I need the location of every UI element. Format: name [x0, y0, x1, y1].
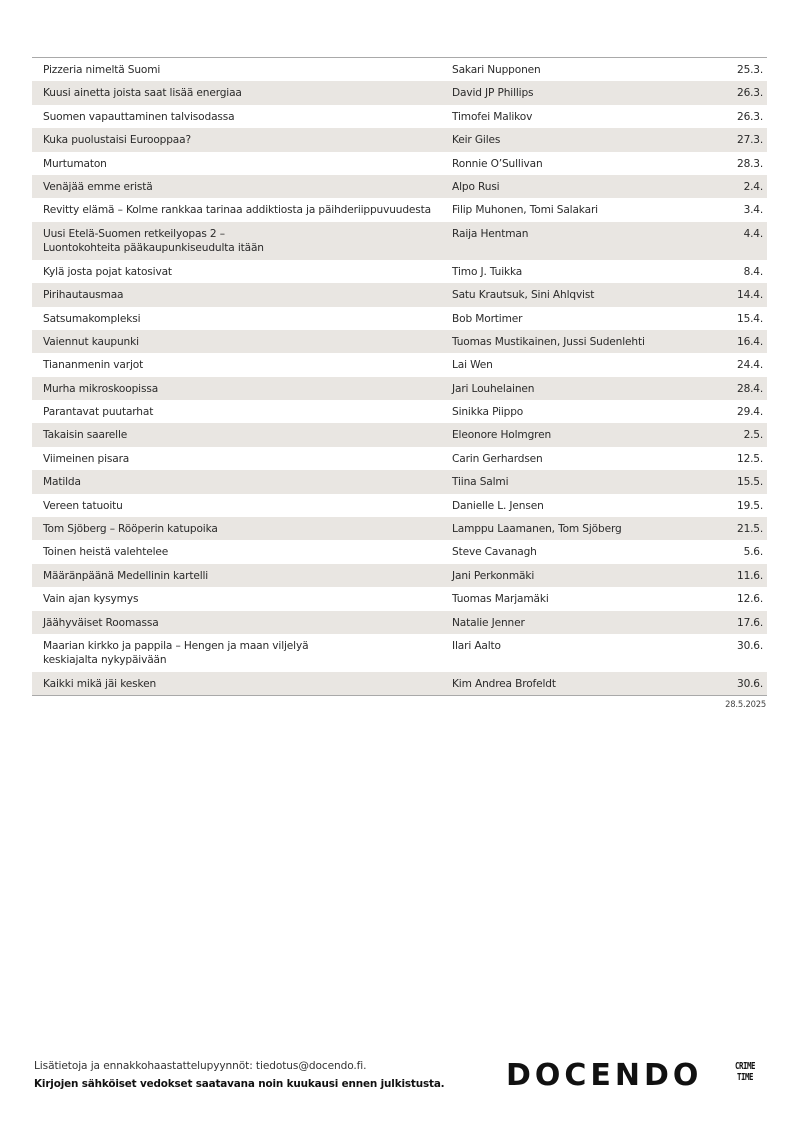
table-row [32, 423, 767, 446]
release-date: 2.4. [743, 180, 763, 193]
book-title: Viimeinen pisara [43, 452, 130, 465]
book-author: Kim Andrea Brofeldt [452, 677, 556, 690]
release-date: 29.4. [737, 406, 763, 419]
book-author: Eleonore Holmgren [452, 429, 552, 442]
release-date: 2.5. [743, 429, 763, 442]
book-title: Parantavat puutarhat [43, 406, 154, 419]
release-date: 3.4. [743, 204, 763, 217]
book-title: Kuusi ainetta joista saat lisää energiaa [43, 87, 242, 100]
book-title: Kuka puolustaisi Eurooppaa? [43, 134, 191, 147]
table-row [32, 330, 767, 353]
release-date: 28.3. [737, 157, 763, 170]
book-title: Tiananmenin varjot [43, 359, 144, 372]
table-row [32, 353, 767, 376]
release-date: 19.5. [737, 499, 763, 512]
book-author: Steve Cavanagh [452, 546, 537, 559]
table-row [32, 611, 767, 634]
release-date: 30.6. [737, 677, 763, 690]
release-date: 15.4. [737, 312, 763, 325]
book-author: Satu Krautsuk, Sini Ahlqvist [452, 289, 595, 302]
table-row [32, 260, 767, 283]
release-date: 4.4. [743, 227, 763, 240]
book-author: Raija Hentman [452, 227, 529, 240]
book-author: Timofei Malikov [452, 110, 533, 123]
release-date: 28.4. [737, 382, 763, 395]
table-row [32, 128, 767, 151]
release-date: 5.6. [743, 546, 763, 559]
book-title-line: keskiajalta nykypäivään [43, 653, 167, 666]
table-row [32, 81, 767, 104]
book-author: Lai Wen [452, 359, 493, 372]
table-row [32, 517, 767, 540]
book-title: Vain ajan kysymys [43, 593, 139, 606]
footer-contact-info: Lisätietoja ja ennakkohaastattelupyynnöt: tiedotus@docendo.fi. [34, 1060, 367, 1072]
release-date: 15.5. [737, 476, 763, 489]
book-title: Venäjää emme eristä [43, 180, 153, 193]
docendo-logo: DOCENDO [506, 1058, 703, 1093]
book-author: Jari Louhelainen [452, 382, 535, 395]
table-row [32, 634, 767, 672]
book-author: Carin Gerhardsen [452, 452, 543, 465]
table-row [32, 222, 767, 260]
book-author: Danielle L. Jensen [452, 499, 544, 512]
release-date: 27.3. [737, 134, 763, 147]
release-date: 16.4. [737, 335, 763, 348]
release-date: 17.6. [737, 616, 763, 629]
release-date: 12.6. [737, 593, 763, 606]
book-author: Sinikka Piippo [452, 406, 524, 419]
book-title-line: Luontokohteita pääkaupunkiseudulta itään [43, 241, 264, 254]
book-title: Kylä josta pojat katosivat [43, 265, 172, 278]
book-title: Matilda [43, 476, 81, 489]
table-row [32, 105, 767, 128]
book-author: Ronnie O’Sullivan [452, 157, 543, 170]
release-date: 30.6. [737, 639, 763, 652]
book-title: Murtumaton [43, 157, 107, 170]
table-row [32, 152, 767, 175]
updated-date: 28.5.2025 [725, 699, 766, 709]
book-author: Natalie Jenner [452, 616, 525, 629]
book-author: Tuomas Mustikainen, Jussi Sudenlehti [452, 335, 645, 348]
book-author: Alpo Rusi [452, 180, 500, 193]
table-row [32, 540, 767, 563]
book-title: Pizzeria nimeltä Suomi [43, 64, 161, 76]
table-row [32, 494, 767, 517]
release-date: 12.5. [737, 452, 763, 465]
book-title: Vereen tatuoitu [43, 499, 123, 512]
release-date: 25.3. [737, 64, 763, 76]
table-row [32, 198, 767, 221]
book-title: Takaisin saarelle [43, 429, 128, 442]
table-row [32, 470, 767, 493]
footer-note: Kirjojen sähköiset vedokset saatavana noin kuukausi ennen julkistusta. [34, 1078, 445, 1090]
table-row [32, 58, 767, 81]
release-schedule-table [32, 57, 767, 696]
book-author: Sakari Nupponen [452, 64, 541, 76]
table-row [32, 564, 767, 587]
book-author: Tuomas Marjamäki [452, 593, 549, 606]
table-row [32, 587, 767, 610]
book-author: David JP Phillips [452, 87, 534, 100]
book-title: Vaiennut kaupunki [43, 335, 139, 348]
book-author: Bob Mortimer [452, 312, 523, 325]
book-author: Lamppu Laamanen, Tom Sjöberg [452, 523, 622, 536]
book-author: Jani Perkonmäki [452, 569, 535, 582]
table-row [32, 400, 767, 423]
table-row [32, 175, 767, 198]
book-title: Jäähyväiset Roomassa [43, 616, 159, 629]
release-date: 14.4. [737, 289, 763, 302]
crime-time-logo-line1: CRIME [735, 1061, 756, 1072]
book-title-line: Maarian kirkko ja pappila – Hengen ja maan viljelyä [43, 639, 309, 652]
book-title: Toinen heistä valehtelee [43, 546, 169, 559]
book-title [32, 639, 452, 667]
book-title: Tom Sjöberg – Rööperin katupoika [43, 523, 218, 536]
release-date: 26.3. [737, 87, 763, 100]
book-title: Suomen vapauttaminen talvisodassa [43, 110, 235, 123]
book-title [32, 227, 452, 255]
book-title: Revitty elämä – Kolme rankkaa tarinaa addiktiosta ja päihderiippuvuudesta [43, 204, 432, 217]
release-date: 8.4. [743, 265, 763, 278]
table-row [32, 307, 767, 330]
crime-time-logo-line2: TIME [737, 1072, 754, 1083]
table-row [32, 283, 767, 306]
table-row [32, 377, 767, 400]
release-date: 11.6. [737, 569, 763, 582]
release-date: 24.4. [737, 359, 763, 372]
crime-time-logo [731, 1061, 759, 1083]
book-author: Filip Muhonen, Tomi Salakari [452, 204, 598, 217]
book-author: Timo J. Tuikka [452, 265, 523, 278]
book-title: Kaikki mikä jäi kesken [43, 677, 157, 690]
book-author: Ilari Aalto [452, 639, 501, 652]
book-author: Tiina Salmi [452, 476, 509, 489]
book-title: Määränpäänä Medellinin kartelli [43, 569, 209, 582]
book-title: Satsumakompleksi [43, 312, 141, 325]
book-author: Keir Giles [452, 134, 501, 147]
table-row [32, 447, 767, 470]
release-date: 21.5. [737, 523, 763, 536]
release-date: 26.3. [737, 110, 763, 123]
book-title-line: Uusi Etelä-Suomen retkeilyopas 2 – [43, 227, 225, 240]
book-title: Murha mikroskoopissa [43, 382, 159, 395]
table-row [32, 672, 767, 695]
book-title: Pirihautausmaa [43, 289, 124, 302]
